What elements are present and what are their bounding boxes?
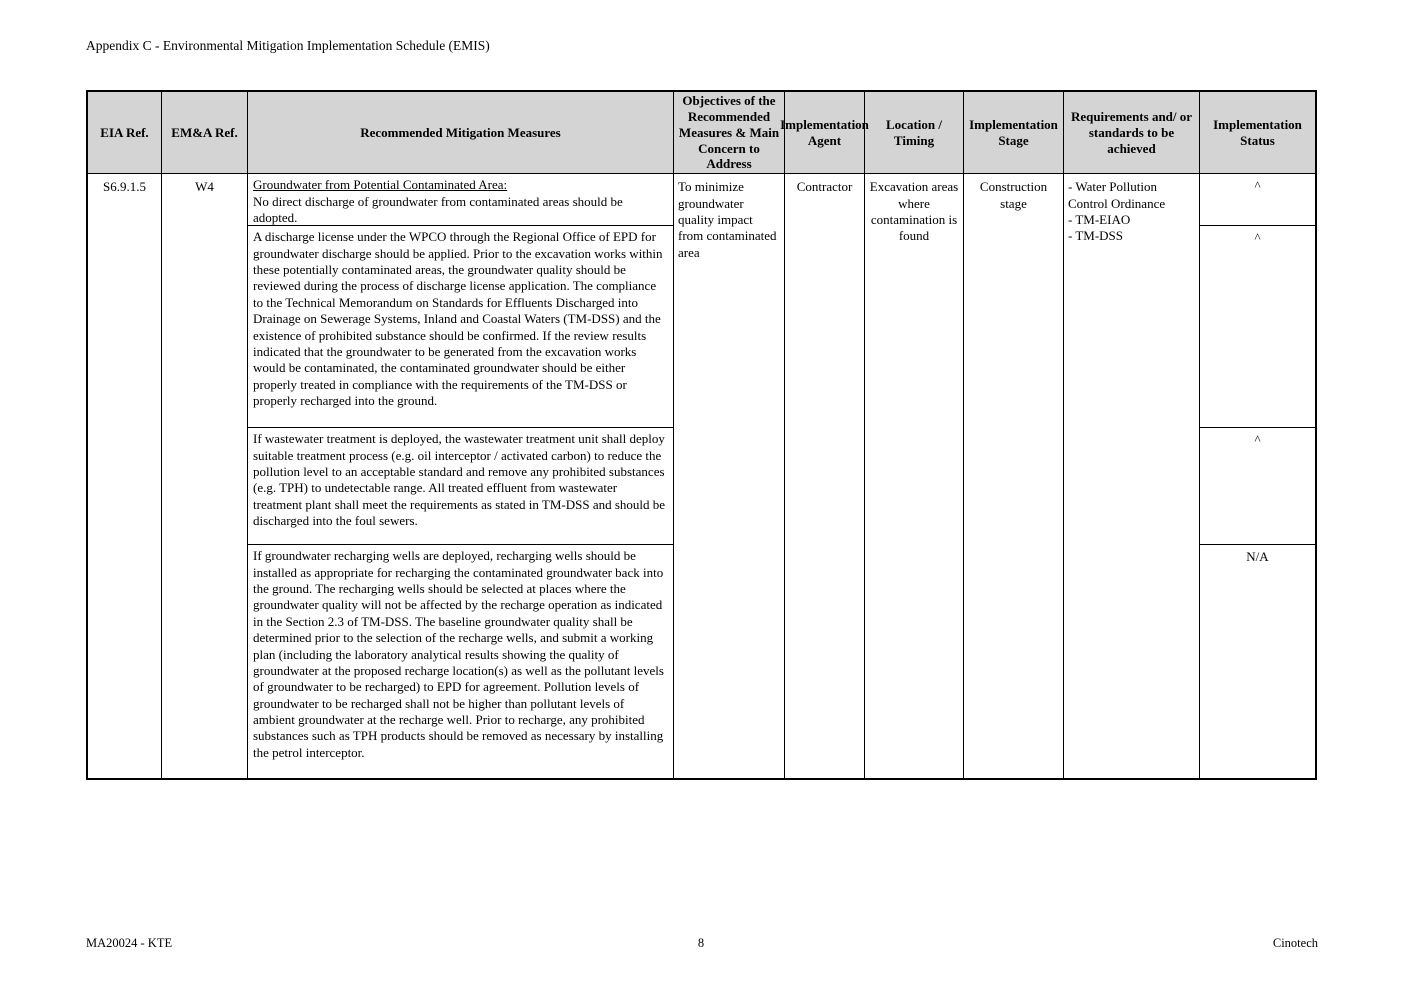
cell-objectives: To minimize groundwater quality impact from contaminated area [674, 174, 785, 778]
footer-document-ref: MA20024 - KTE [86, 936, 173, 950]
footer-company-name: Cinotech [1272, 936, 1318, 950]
table-row [88, 174, 1315, 778]
requirement-item: - Water Pollution Control Ordinance [1068, 179, 1166, 211]
column-header-eia-ref: EIA Ref. [88, 92, 162, 173]
measure-text: If wastewater treatment is deployed, the wastewater treatment unit shall deploy suitable treatment process (e.g. oil interceptor / activated carbon) to reduce the pollution level to an acceptable standard and remove any prohibited substances (e.g. TPH) to undetectable range. All treated effluent from wastewater treatment plant shall meet the requirements as stated in TM-DSS and should be discharged into the foul sewers. [253, 431, 666, 529]
column-header-implementation-stage: Implementation Stage [964, 92, 1064, 173]
cell-implementation-status [1200, 174, 1315, 778]
status-item: ^ [1200, 226, 1315, 428]
cell-requirements [1064, 174, 1200, 778]
column-header-objectives: Objectives of the Recommended Measures & Main Concern to Address [674, 92, 785, 173]
cell-ema-ref: W4 [162, 174, 248, 778]
status-item: ^ [1200, 428, 1315, 545]
page-title: Appendix C - Environmental Mitigation Implementation Schedule (EMIS) [86, 38, 490, 53]
emis-table [86, 90, 1317, 780]
measure-item [248, 428, 673, 545]
cell-location-timing: Excavation areas where contamination is found [865, 174, 964, 778]
column-header-location-timing: Location / Timing [865, 92, 964, 173]
measure-item [248, 545, 673, 778]
column-header-implementation-status: Implementation Status [1213, 116, 1302, 148]
column-header-ema-ref: EM&A Ref. [162, 92, 248, 173]
cell-implementation-agent: Contractor [785, 174, 865, 778]
measure-text: No direct discharge of groundwater from contaminated areas should be adopted. [253, 193, 623, 226]
column-header-requirements: Requirements and/ or standards to be achieved [1064, 92, 1200, 173]
requirement-item: - TM-DSS [1068, 228, 1124, 244]
table-header-row [88, 92, 1315, 174]
column-header-implementation-agent: Implementation Agent [785, 92, 865, 173]
measure-item [248, 174, 673, 226]
cell-eia-ref: S6.9.1.5 [88, 174, 162, 778]
cell-implementation-stage: Construction stage [964, 174, 1064, 778]
status-item: ^ [1200, 174, 1315, 226]
column-header-mitigation-measures: Recommended Mitigation Measures [248, 92, 674, 173]
cell-mitigation-measures [248, 174, 674, 778]
requirement-item: - TM-EIAO [1068, 212, 1131, 228]
status-item: N/A [1246, 549, 1269, 565]
measure-item [248, 226, 673, 428]
measure-heading: Groundwater from Potential Contaminated Area: [253, 177, 508, 193]
measure-text: A discharge license under the WPCO through the Regional Office of EPD for groundwater discharge should be applied. Prior to the excavation works within these potentially contaminated areas, the groundwater quality should be reviewed during the process of discharge license application. The compliance to the Technical Memorandum on Standards for Effluents Discharged into Drainage on Sewerage Systems, Inland and Coastal Waters (TM-DSS) and the existence of prohibited substance should be confirmed. If the review results indicated that the groundwater to be generated from the excavation works would be contaminated, the contaminated groundwater should be either properly treated in compliance with the requirements of the TM-DSS or properly recharged into the ground. [253, 229, 663, 409]
measure-text: If groundwater recharging wells are deployed, recharging wells should be installed as appropriate for recharging the contaminated groundwater back into the ground. The recharging wells should be selected at places where the groundwater quality will not be affected by the recharge operation as indicated in the Section 2.3 of TM-DSS. The baseline groundwater quality shall be determined prior to the selection of the recharge wells, and submit a working plan (including the laboratory analytical results showing the quality of groundwater at the proposed recharge location(s) as well as the pollutant levels of groundwater to be recharged) to EPD for agreement. Pollution levels of groundwater to be recharged shall not be higher than pollutant levels of ambient groundwater at the recharge well. Prior to recharge, any prohibited substances such as TPH products should be removed as necessary by installing the petrol interceptor. [253, 548, 664, 760]
footer-page-number: 8 [697, 936, 705, 950]
